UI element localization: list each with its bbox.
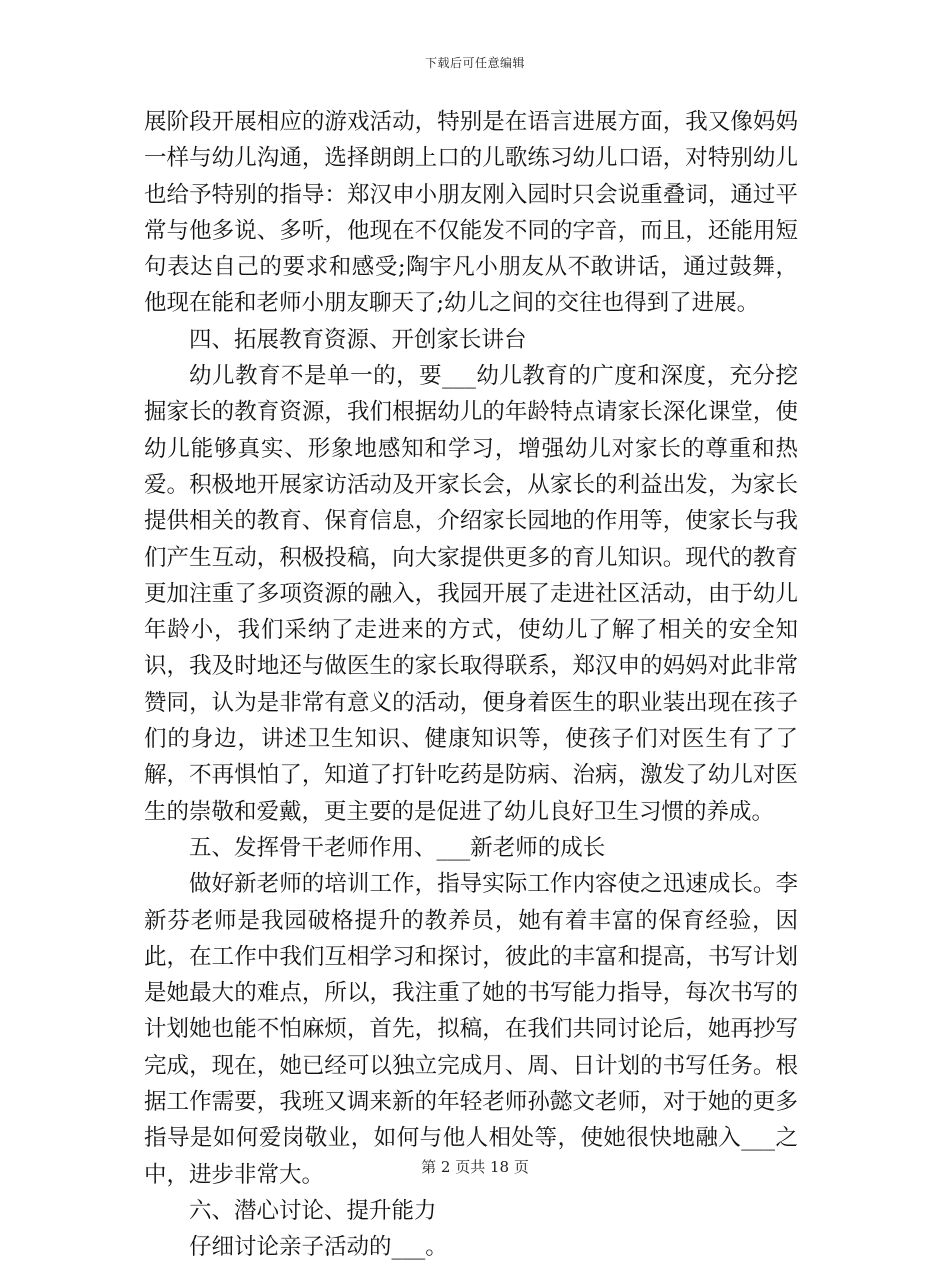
paragraph-section-5: 做好新老师的培训工作，指导实际工作内容使之迅速成长。李新芬老师是我园破格提升的教养员，她有着丰富的保育经验，因此，在工作中我们互相学习和探讨，彼此的丰富和提高，书写计划是她最大的难点，所以，我注重了她的书写能力指导，每次书写的计划她也能不怕麻烦，首先，拟稿，在我们共同讨论后，她再抄写完成，现在，她已经可以独立完成月、周、日计划的书写任务。根据工作需要，我班又调来新的年轻老师孙懿文老师，对于她的更多指导是如何爱岗敬业，如何与他人相处等，使她很快地融入___之中，进步非常大。 — [144, 871, 798, 1188]
page-footer: 第 2 页共 18 页 — [421, 1158, 529, 1176]
paragraph-section-4: 幼儿教育不是单一的，要___幼儿教育的广度和深度，充分挖掘家长的教育资源，我们根据幼儿的年龄特点请家长深化课堂，使幼儿能够真实、形象地感知和学习，增强幼儿对家长的尊重和热爱。积极地开展家访活动及开家长会，从家长的利益出发，为家长提供相关的教育、保育信息，介绍家长园地的作用等，使家长与我们产生互动，积极投稿，向大家提供更多的育儿知识。现代的教育更加注重了多项资源的融入，我园开展了走进社区活动，由于幼儿年龄小，我们采纳了走进来的方式，使幼儿了解了相关的安全知识，我及时地还与做医生的家长取得联系，郑汉申的妈妈对此非常赞同，认为是非常有意义的活动，便身着医生的职业装出现在孩子们的身边，讲述卫生知识、健康知识等，使孩子们对医生有了了解，不再惧怕了，知道了打针吃药是防病、治病，激发了幼儿对医生的崇敬和爱戴，更主要的是促进了幼儿良好卫生习惯的养成。 — [144, 363, 798, 825]
section-heading-5: 五、发挥骨干老师作用、___新老师的成长 — [189, 834, 606, 861]
page-header: 下载后可任意编辑 — [424, 56, 525, 70]
section-heading-4: 四、拓展教育资源、开创家长讲台 — [189, 326, 527, 353]
document-body — [144, 104, 798, 1266]
paragraph-section-6: 仔细讨论亲子活动的___。 — [189, 1234, 448, 1261]
paragraph-continuation: 展阶段开展相应的游戏活动，特别是在语言进展方面，我又像妈妈一样与幼儿沟通，选择朗朗上口的儿歌练习幼儿口语，对特别幼儿也给予特别的指导：郑汉申小朋友刚入园时只会说重叠词，通过平常与他多说、多听，他现在不仅能发不同的字音，而且，还能用短句表达自己的要求和感受;陶宇凡小朋友从不敢讲话，通过鼓舞，他现在能和老师小朋友聊天了;幼儿之间的交往也得到了进展。 — [144, 109, 798, 317]
section-heading-6: 六、潜心讨论、提升能力 — [189, 1197, 437, 1224]
